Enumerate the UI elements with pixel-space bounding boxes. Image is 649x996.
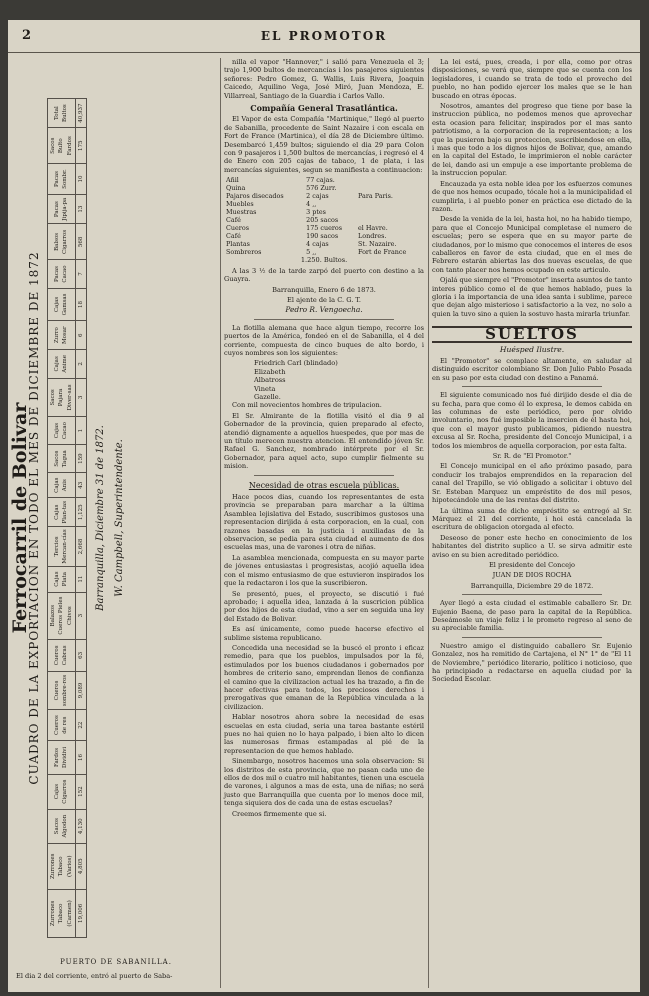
- table-header-cell: Sacos Algodon: [47, 809, 75, 843]
- huesped-paragraph: El "Promotor" se complace altamente, en saludar al distinguido escritor colombiano Sr. Don Julio Pablo Posada en su paso por esta ciudad con destino a Panamá.: [432, 357, 632, 382]
- presidente-line: El presidente del Concejo: [488, 560, 575, 569]
- crew-line: Con mil novecientos hombres de tripulacion.: [232, 401, 382, 410]
- list-item: Vineta: [254, 384, 276, 393]
- table-cell: 1: [76, 417, 87, 445]
- table-cell: 1,125: [76, 498, 87, 527]
- newspaper-page: [8, 20, 640, 992]
- list-item: Elizabeth: [254, 367, 286, 376]
- table-header-row: [47, 99, 75, 938]
- article-paragraph: Encauzada ya esta noble idea por los esfuerzos comunes de que nos hemos ocupado, tócale hoi a la municipalidad el cumplirla, i al pueblo poner en práctica ese dictado de la razon.: [432, 179, 632, 213]
- table-cell: 3: [76, 378, 87, 416]
- page-header: [8, 20, 640, 53]
- article-paragraph: Nosotros, amantes del progreso que tiene por base la instruccion pública, no podemos menos que aprovechar esta ocasion para felicitar, inspirados por el mas santo patriotismo, a la corporacion de la representacion; a los que la pusieron bajo su proteccion, suscribiendose en ella, i mas que todo a los dignos hijos de Bolivar, que, amando en la capital del Estado, le imprimieron el noble carácter de lei, dando asi un empuje a ese importante problema de la instruccion popular.: [432, 102, 632, 178]
- huesped-heading: Huésped Ilustre.: [499, 344, 565, 354]
- deseoso-paragraph: Deseoso de poner este hecho en conocimiento de los habitantes del distrito suplico a U. se sirva admitir este aviso en su bien acreditado periódico.: [432, 533, 632, 559]
- table-header-cell: Cajas Anime: [47, 350, 75, 379]
- escuelas-paragraph: Se presentó, pues, el proyecto, se discutió i fué aprobado; i aquella idea, lanzada á la suscricion pública por dos hijos de esta ciudad, vino a ser en seguida una ley del Estado de Bolivar.: [224, 589, 424, 623]
- escuelas-paragraph: Hablar nosotros ahora sobre la necesidad de esas escuelas en esta ciudad, seria una tarea bastante estéril pues no hai quien no lo haya palpado, i bien alto lo dicen las numerosas firmas estampadas al pié de la representacion de que hemos hablado.: [224, 713, 424, 755]
- table-cell: 2,668: [76, 527, 87, 567]
- list-item: Café 190 sacos Londres.: [226, 232, 387, 241]
- company-heading: Compañía General Trasatlántica.: [250, 103, 398, 114]
- list-item: Café 205 sacos: [226, 216, 339, 225]
- presidente-name: JUAN DE DIOS ROCHA: [492, 571, 572, 580]
- export-table: [47, 98, 88, 938]
- table-header-cell: Balsos Cigarros: [47, 224, 75, 260]
- puerto-text: El dia 2 del corriente, entró al puerto de Saba-: [16, 972, 173, 980]
- table-header-cell: Zurro Mosar: [47, 321, 75, 350]
- divider: [462, 637, 602, 638]
- table-title: Ferrocarril de Bolivar: [9, 402, 31, 634]
- column-rule: [220, 58, 221, 988]
- list-item: Friedrich Carl (blindado): [254, 359, 338, 368]
- masthead: EL PROMOTOR: [260, 29, 388, 43]
- table-subtitle: CUADRO DE LA EXPORTACION EN TODO EL MES DE DICIEMBRE DE 1872: [27, 251, 42, 785]
- almirante-paragraph: El Sr. Almirante de la flotilla visitó el dia 9 al Gobernador de la provincia, quien preparado al efecto, atendió dignamente a aquellos huespedes, que por mas de un título merecen nuestra atencion. El entendido jóven Sr. Rafael G. Sanchez, nombrado intérprete por el Sr. Gobernador, para aquel acto, supo cumplir fielmente su mision.: [224, 411, 424, 471]
- table-header-cell: Fardos Dividivi: [47, 741, 75, 774]
- escuelas-paragraph: La asamblea mencionada, compuesta en su mayor parte de jóvenes entusiastas i progresistas, acojió aquella idea con el mismo entusiasmo de que estuvieron inspirados los que la redactaron i los que la suscribieron.: [224, 553, 424, 588]
- table-header-cell: Pacas Jipija-pa: [47, 194, 75, 224]
- fecha-line: Barranquilla, Diciembre 29 de 1872.: [470, 581, 594, 590]
- table-cell: 175: [76, 128, 87, 164]
- table-cell: 6: [76, 321, 87, 350]
- table-header-cell: Sacos Pajara Diver-sas: [47, 378, 75, 416]
- agent-signature: Pedro R. Vengoecha.: [285, 305, 363, 315]
- escuelas-paragraph: Sinembargo, nosotros hacemos una sola observacion: Si los distritos de esta provincia, que no pasan cada uno de ellos de dos mil o cuatro mil habitantes, tienen una escuela de varones, i algunos a mas de esta, una de niñas; no será justo que Barranquilla que cuenta por lo menos doce mil, tenga siquiera dos de cada una de estas escuelas?: [224, 757, 424, 808]
- table-header-cell: Sacos Bulto Fardos: [47, 128, 75, 164]
- column-rule: [428, 58, 429, 988]
- table-cell: 159: [76, 445, 87, 473]
- escuelas-paragraph: Creemos firmemente que si.: [232, 809, 327, 818]
- table-cell: 19,006: [76, 889, 87, 937]
- table-header-cell: Sacos Tagua: [47, 445, 75, 473]
- list-item: Cueros 175 cueros el Havre.: [226, 224, 388, 233]
- table-header-cell: Pacas Sombr.: [47, 164, 75, 195]
- list-item: Muestras 3 ptes: [226, 208, 326, 217]
- table-cell: 9,089: [76, 671, 87, 709]
- table-cell: 13: [76, 194, 87, 224]
- table-header-cell: Zurrones Tabaco (Carmen): [47, 889, 75, 937]
- list-item: Pajaros disecados 2 cajas Para Paris.: [226, 192, 393, 201]
- depart-paragraph: A las 3 ½ de la tarde zarpó del puerto con destino a la Guayra.: [224, 266, 424, 284]
- table-header-cell: Balazos Cueros Pieles Chivos: [47, 592, 75, 639]
- concejo-paragraph: El Concejo municipal en el año próximo pasado, para conducir los trabajos emprendidos en la reparacion del canal del Trapillo, se vió obligado a solicitar i obtuvo del Sr. Esteban Marquez un empréstito de dos mil pesos, hipotecándole una de las rentas del distrito.: [432, 462, 632, 505]
- table-header-cell: Cueros de res: [47, 709, 75, 740]
- table-cell: 152: [76, 774, 87, 809]
- rotated-table: [9, 98, 216, 938]
- table-header-cell: Cueros sombre-ros: [47, 671, 75, 709]
- column-3: [432, 58, 632, 988]
- nuestro-paragraph: Nuestro amigo el distinguido caballero Sr. Eujenio Gonzalez, nos ha remitido de Cartajena, el N° 1° de "El 11 de Noviembre," periódico literario, político i noticioso, que ha principiado a redactarse en aquella ciudad por la Sociedad Escolar.: [432, 641, 632, 684]
- table-cell: 2: [76, 350, 87, 379]
- table-row: [76, 99, 87, 938]
- escuelas-paragraph: Concedida una necesidad se la buscó el pronto i eficaz remedio, para que los pueblos, impulsados por la fé, estimulados por los buenos ciudadanos i gobernados por hombres de criterio sano, emprendan llenos de confianza el camino que la civilizacion actual les ha trazado, a fin de hacer efectivas para todos, los preciosos derechos i prerogativas que emanan de la República vinculada a la civilizacion.: [224, 643, 424, 711]
- table-cell: 4,805: [76, 843, 87, 889]
- table-cell: 63: [76, 639, 87, 671]
- ayer-paragraph: Ayer llegó a esta ciudad el estimable caballero Sr. Dr. Eujenio Baena, de paso para la capital de la República. Deseámosle un viaje feliz i le prometo regreso al seno de su apreciable familia.: [432, 599, 632, 633]
- divider: [462, 386, 602, 387]
- export-table-column: [9, 58, 216, 988]
- table-cell: 7: [76, 260, 87, 288]
- table-header-cell: Total Bultos: [47, 99, 75, 128]
- article-paragraph: La lei está, pues, creada, i por ella, como por otras disposiciones, se verá que, siempre que se cuenta con los legisladores, i cuando se trata de todo el provecho del pueblo, no han podido ejercer los males que se le han buscado en otras épocas.: [432, 58, 632, 100]
- table-cell: 40,937: [76, 99, 87, 128]
- table-header-cell: Tercios Mercan-cías: [47, 527, 75, 567]
- date-line: Barranquilla, Enero 6 de 1873.: [272, 285, 376, 294]
- table-header-cell: Cueros Cabras: [47, 639, 75, 671]
- table-header-cell: Cajas Anis: [47, 473, 75, 498]
- divider: [254, 319, 394, 320]
- divider: [462, 594, 602, 595]
- agent-line: El ajente de la C. G. T.: [287, 295, 361, 304]
- table-superintendent: W. Campbell, Superintendente.: [113, 439, 125, 597]
- list-item: Quina 576 Zurr.: [226, 184, 337, 193]
- table-header-cell: Cajas Gamsas: [47, 288, 75, 321]
- table-cell: 43: [76, 473, 87, 498]
- escuelas-heading: Necesidad de otras escuela públicas.: [248, 480, 400, 490]
- table-cell: 18: [76, 288, 87, 321]
- table-header-cell: Cajas Cigarros: [47, 774, 75, 809]
- puerto-heading: PUERTO DE SABANILLA.: [60, 958, 172, 966]
- manifest-table: [224, 176, 424, 256]
- hannover-paragraph: nilla el vapor "Hannover," i salió para Venezuela el 3; trajo 1,900 bultos de mercancías i los pasajeros siguientes señores: Pedro Gomez, G. Wallis, Luis Rivera, Joaquin Caicedo, Aquilino Vega, José Miró, Juan Mendoza, E. Villarreal, Santiago de la Guardia i Carlos Vallo.: [224, 58, 424, 100]
- list-item: Albatross: [254, 376, 286, 385]
- table-signature: Barranquilla, Diciembre 31 de 1872.: [95, 425, 107, 611]
- company-paragraph: El Vapor de esta Compañía "Martinique," llegó al puerto de Sabanilla, procedente de Saint Nazaire i con escala en Fort de France (Martinica), el día 28 de Diciembre último. Desembarcó 1,459 bultos; siguiendo el dia 29 para Colon con 9 pasajeros i 1,500 bultos de mercancías, i regresó el 4 de Enero con 205 cajas de tabaco, 1 de plata, i las mercancías siguientes, segun se manifiesta a continuacion:: [224, 115, 424, 174]
- manifest-total: 1.250. Bultos.: [300, 256, 348, 265]
- table-cell: 3: [76, 592, 87, 639]
- article-paragraph: Desde la venida de la lei, hasta hoi, no ha habido tiempo, para que el Concejo Municipal completase el numero de escuelas; pero se espera que en su mayor parte de ciudadanos, por lo mismo que conocemos el interes de esos caballeros en favor de esta ciudad, que en el mes de Febrero estarán abiertas las dos nuevas escuelas, de que con tanto placer nos hemos ocupado en este articulo.: [432, 215, 632, 274]
- table-cell: 10: [76, 164, 87, 195]
- page-number: 2: [22, 28, 32, 43]
- table-cell: 11: [76, 566, 87, 592]
- sueltos-heading: SUELTOS: [432, 326, 632, 342]
- ship-list: [254, 359, 424, 401]
- table-cell: 16: [76, 741, 87, 774]
- table-header-cell: Pacas Cacao: [47, 260, 75, 288]
- list-item: Plantas 4 cajas St. Nazaire.: [226, 240, 397, 249]
- table-header-cell: Cajas Plata: [47, 566, 75, 592]
- list-item: Sombreros 5 ,, Fort de France: [226, 248, 407, 257]
- list-item: Muebles 4 ,,: [226, 200, 317, 209]
- table-header-cell: Cajas Cacao: [47, 417, 75, 445]
- column-2: [224, 58, 424, 988]
- escuelas-paragraph: Hace pocos dias, cuando los representantes de esta provincia se preparaban para marchar a la última Asamblea lejislativa del Estado, suscribimos gustosos una representacion dirijida á esta corporacion, en la cual, con razones basadas en la justicia i auxiliadas de la observacion, se pedia para esta ciudad el aumento de dos escuelas mas, una de varones i otra de niñas.: [224, 493, 424, 552]
- divider: [254, 475, 394, 476]
- article-paragraph: Ojalá que siempre el "Promotor" inserta asuntos de tanto interes público como el de que hemos hablado, pues la gloria i la importancia de una idea santa i sublime, parece que dejan algo misterioso i satisfactorio a la vez, no solo a quien la tuvo sino a quien la sostuvo hasta mirarla triunfar.: [432, 276, 632, 318]
- sr-rd-line: Sr. R. de "El Promotor.": [492, 452, 572, 461]
- list-item: Gazelle.: [254, 392, 281, 401]
- table-cell: 22: [76, 709, 87, 740]
- table-header-cell: Zurrones Tabaco (Varios): [47, 843, 75, 889]
- table-cell: 4,130: [76, 809, 87, 843]
- escuelas-paragraph: Es así únicamente, como puede hacerse efectivo el sublime sistema republicano.: [224, 625, 424, 642]
- table-header-cell: Cajas Plan-tas: [47, 498, 75, 527]
- comunicado-paragraph: El siguiente comunicado nos fué dirijido desde el dia de su fecha, para que como él lo expresa, le demos cabida en las columnas de este periódico, pero por olvido involuntario, nos fué imposible la insercion de él hasta hoi, que con el mayor gusto publicamos, pidiendo nuestra excusa al Sr. Rocha, presidente del Concejo Municipal, i a todos los miembros de aquella corporacion, por esta falta.: [432, 391, 632, 450]
- flotilla-paragraph: La flotilla alemana que hace algun tiempo, recorre los puertos de la América, fondeó en el de Sabanilla, el 4 del corriente, compuesta de cinco buques de alto bordo, i cuyos nombres son los siguientes:: [224, 323, 424, 357]
- list-item: Añil 77 cajas.: [226, 176, 335, 185]
- ultima-paragraph: La última suma de dicho empréstito se entregó al Sr. Márquez el 21 del corriente, i hoi está cancelada la escritura de obligacion otorgada al efecto.: [432, 506, 632, 532]
- table-cell: 568: [76, 224, 87, 260]
